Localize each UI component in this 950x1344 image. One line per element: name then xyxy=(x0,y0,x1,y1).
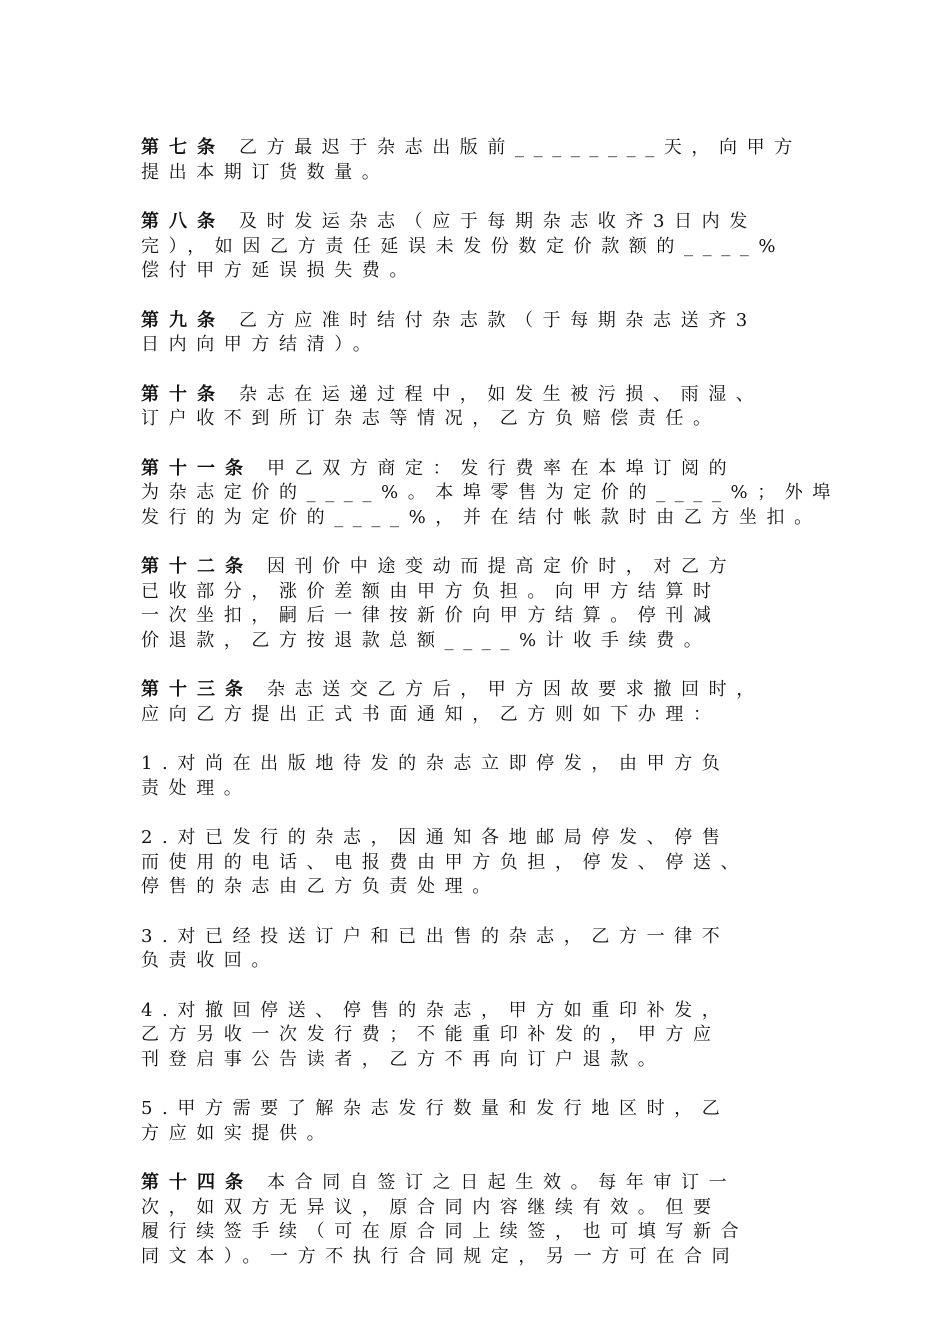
text-line xyxy=(141,136,881,161)
text-line: 价退款，乙方按退款总额____%计收手续费。 xyxy=(141,629,712,651)
text-line: 发行的为定价的____%，并在结付帐款时由乙方坐扣。 xyxy=(141,506,822,528)
text-line: 提出本期订货数量。 xyxy=(141,161,390,183)
list-item-3 xyxy=(141,925,881,974)
contract-page xyxy=(141,136,881,1294)
list-item-4 xyxy=(141,999,881,1073)
article-12 xyxy=(141,555,881,653)
text-line: 同文本）。一方不执行合同规定，另一方可在合同 xyxy=(141,1245,740,1267)
article-text: 乙方最迟于杂志出版前________天，向甲方 xyxy=(239,137,802,158)
text-line: 负责收回。 xyxy=(141,950,279,971)
text-line: 方应如实提供。 xyxy=(141,1122,335,1144)
article-heading: 第七条 xyxy=(141,137,225,158)
article-text: 及时发运杂志（应于每期杂志收齐3日内发 xyxy=(239,211,757,232)
text-line: 而使用的电话、电报费由甲方负担，停发、停送、 xyxy=(141,851,749,873)
list-item-5 xyxy=(141,1097,881,1146)
text-line: 已收部分，涨价差额由甲方负担。向甲方结算时 xyxy=(141,580,721,602)
text-line: 停售的杂志由乙方负责处理。 xyxy=(141,876,500,897)
text-line xyxy=(141,210,881,235)
text-line: 一次坐扣，嗣后一律按新价向甲方结算。停刊减 xyxy=(141,605,721,626)
text-line: 1.对尚在出版地待发的杂志立即停发，由甲方负 xyxy=(141,753,730,774)
article-text: 乙方应准时结付杂志款（于每期杂志送齐3 xyxy=(239,309,757,331)
text-line xyxy=(141,457,881,482)
article-heading: 第十四条 xyxy=(141,1172,253,1193)
text-line xyxy=(141,1171,881,1196)
article-8 xyxy=(141,210,881,284)
text-line: 2.对已发行的杂志，因通知各地邮局停发、停售 xyxy=(141,827,730,848)
text-line xyxy=(141,309,881,334)
article-9 xyxy=(141,309,881,358)
article-7 xyxy=(141,136,881,185)
text-line xyxy=(141,678,881,703)
text-line: 乙方另收一次发行费；不能重印补发的，甲方应 xyxy=(141,1024,721,1045)
article-heading: 第十二条 xyxy=(141,556,253,577)
text-line: 完），如因乙方责任延误未发份数定价款额的____% xyxy=(141,235,786,257)
article-heading: 第八条 xyxy=(141,211,225,232)
article-text: 杂志送交乙方后，甲方因故要求撤回时， xyxy=(267,679,764,700)
text-line: 责处理。 xyxy=(141,777,252,799)
article-text: 甲乙双方商定：发行费率在本埠订阅的 xyxy=(267,457,737,479)
text-line: 偿付甲方延误损失费。 xyxy=(141,260,417,281)
text-line: 应向乙方提出正式书面通知，乙方则如下办理： xyxy=(141,703,721,725)
article-heading: 第十三条 xyxy=(141,679,253,700)
article-text: 杂志在运递过程中，如发生被污损、雨湿、 xyxy=(239,383,764,405)
article-10 xyxy=(141,383,881,432)
text-line: 5.甲方需要了解杂志发行数量和发行地区时，乙 xyxy=(141,1098,730,1119)
text-line xyxy=(141,555,881,580)
list-item-2 xyxy=(141,826,881,900)
text-line: 次，如双方无异议，原合同内容继续有效。但要 xyxy=(141,1196,721,1218)
list-item-1 xyxy=(141,752,881,801)
article-text: 因刊价中途变动而提高定价时，对乙方 xyxy=(267,556,737,577)
text-line: 订户收不到所订杂志等情况，乙方负赔偿责任。 xyxy=(141,408,721,429)
article-13 xyxy=(141,678,881,727)
text-line: 刊登启事公告读者，乙方不再向订户退款。 xyxy=(141,1048,666,1070)
text-line: 履行续签手续（可在原合同上续签，也可填写新合 xyxy=(141,1221,749,1242)
text-line: 为杂志定价的____%。本埠零售为定价的____%；外埠 xyxy=(141,482,841,503)
text-line xyxy=(141,383,881,408)
text-line: 日内向甲方结清）。 xyxy=(141,334,381,355)
article-heading: 第十条 xyxy=(141,383,225,405)
article-heading: 第十一条 xyxy=(141,457,253,479)
article-14 xyxy=(141,1171,881,1269)
text-line: 3.对已经投送订户和已出售的杂志，乙方一律不 xyxy=(141,925,730,947)
text-line: 4.对撤回停送、停售的杂志，甲方如重印补发， xyxy=(141,999,730,1021)
article-heading: 第九条 xyxy=(141,309,225,331)
article-11 xyxy=(141,457,881,531)
article-text: 本合同自签订之日起生效。每年审订一 xyxy=(267,1172,737,1193)
